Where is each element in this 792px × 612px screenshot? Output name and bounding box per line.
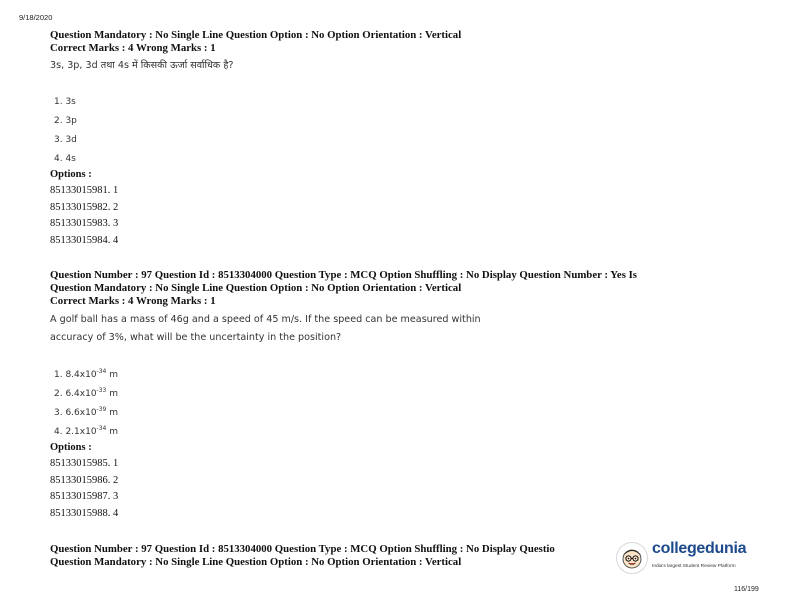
- question-meta-line: Question Mandatory : No Single Line Question Option : No Option Orientation : Vertical: [50, 556, 462, 569]
- options-list-2: [50, 440, 118, 522]
- option-id-row: 85133015983. 3: [50, 218, 119, 229]
- page-number: 116/199: [734, 586, 759, 593]
- answer-choice: 1. 3s: [54, 97, 76, 107]
- answer-choices-2: [54, 366, 118, 442]
- answer-choice: 4. 4s: [54, 154, 76, 164]
- answer-choice: 3. $6.6x10^{-39}$ m: [54, 406, 118, 418]
- question-block-1: [50, 29, 730, 75]
- answer-choice: 2. $6.4x10^{-33}$ m: [54, 387, 118, 399]
- option-id-row: 85133015984. 4: [50, 234, 119, 246]
- question-marks-line: Correct Marks : 4 Wrong Marks : 1: [50, 42, 216, 55]
- question-block-2: [50, 269, 730, 347]
- question-text-line: accuracy of 3%, what will be the uncertainty in the position?: [50, 331, 342, 343]
- question-header-line: Question Number : 97 Question Id : 8513304000 Question Type : MCQ Option Shuffling : No Display Questio: [50, 543, 555, 555]
- answer-choice: 2. 3p: [54, 116, 77, 126]
- page-date: 9/18/2020: [19, 13, 53, 22]
- option-id-row: 85133015987. 3: [50, 491, 119, 502]
- question-marks-line: Correct Marks : 4 Wrong Marks : 1: [50, 295, 216, 308]
- question-text-line: A golf ball has a mass of 46g and a speed of 45 m/s. If the speed can be measured within: [50, 313, 481, 325]
- option-id-row: 85133015985. 1: [50, 458, 119, 469]
- question-text: 3s, 3p, 3d तथा 4s में किसकी ऊर्जा सर्वाधिक है?: [50, 60, 234, 72]
- question-block-3: [50, 543, 620, 569]
- question-header-line: Question Number : 97 Question Id : 8513304000 Question Type : MCQ Option Shuffling : No Display Question Number : Yes Is: [50, 269, 637, 281]
- question-meta-line: Question Mandatory : No Single Line Question Option : No Option Orientation : Vertical: [50, 282, 462, 295]
- answer-choice: 4. $2.1x10^{-34}$ m: [54, 425, 118, 437]
- logo-wordmark: collegedunia: [652, 540, 747, 557]
- option-id-row: 85133015981. 1: [50, 185, 119, 196]
- option-id-row: 85133015988. 4: [50, 507, 119, 519]
- option-id-row: 85133015986. 2: [50, 474, 119, 486]
- question-meta-line: Question Mandatory : No Single Line Question Option : No Option Orientation : Vertical: [50, 29, 462, 41]
- answer-choice: 1. $8.4x10^{-34}$ m: [54, 368, 118, 380]
- answer-choices-1: [54, 93, 77, 169]
- options-label: Options :: [50, 442, 92, 453]
- options-label: Options :: [50, 169, 92, 180]
- collegedunia-logo[interactable]: [614, 540, 784, 586]
- option-id-row: 85133015982. 2: [50, 201, 119, 213]
- options-list-1: [50, 167, 118, 249]
- answer-choice: 3. 3d: [54, 135, 77, 145]
- logo-tagline: India's largest Student Review Platform: [652, 564, 736, 569]
- face-with-glasses-icon: [616, 542, 648, 574]
